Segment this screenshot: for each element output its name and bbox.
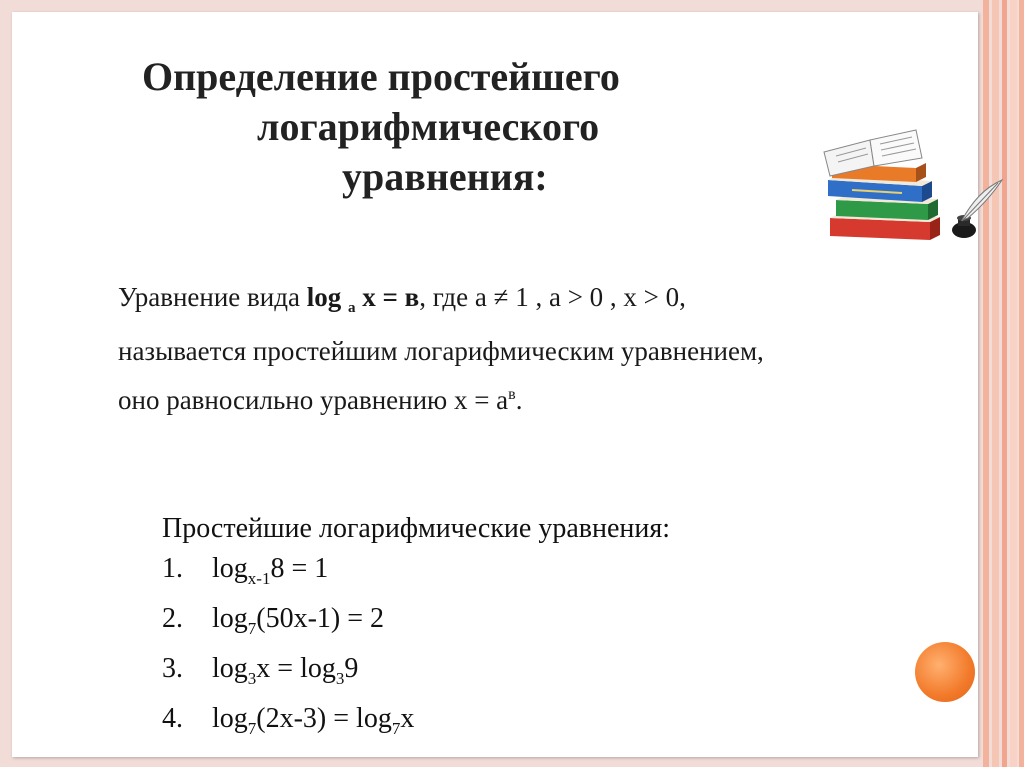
examples-list [162,549,862,749]
definition-line-1: Уравнение вида log $_а$ х = в, где а ≠ 1 , а > 0 , х > 0, [118,282,686,316]
content-panel [12,12,978,757]
books-and-quill-icon [812,122,1007,252]
list-item: 1. $\log_{х-1}8 = 1$ [162,553,329,588]
definition-line-3: оно равносильно уравнению $х = а^в$. [118,385,523,415]
list-item: 2. $\log_7(50х-1) = 2$ [162,603,385,638]
title-line-3: уравнения: [342,154,548,199]
title-line-2: логарифмического [257,104,600,149]
list-item: 3. $\log_3х = \log_39$ [162,653,359,688]
examples-heading: Простейшие логарифмические уравнения: [162,513,671,544]
log-formula: log $_а$ х = в [306,282,420,316]
title-line-1: Определение простейшего [142,54,620,99]
examples-block [162,509,862,749]
definition-line-2: называется простейшим логарифмическим уравнением, [118,336,764,366]
definition-text [118,276,958,422]
list-item: 4. $\log_7(2х-3) = \log_7х$ [162,703,415,738]
decorative-orb [915,642,975,702]
